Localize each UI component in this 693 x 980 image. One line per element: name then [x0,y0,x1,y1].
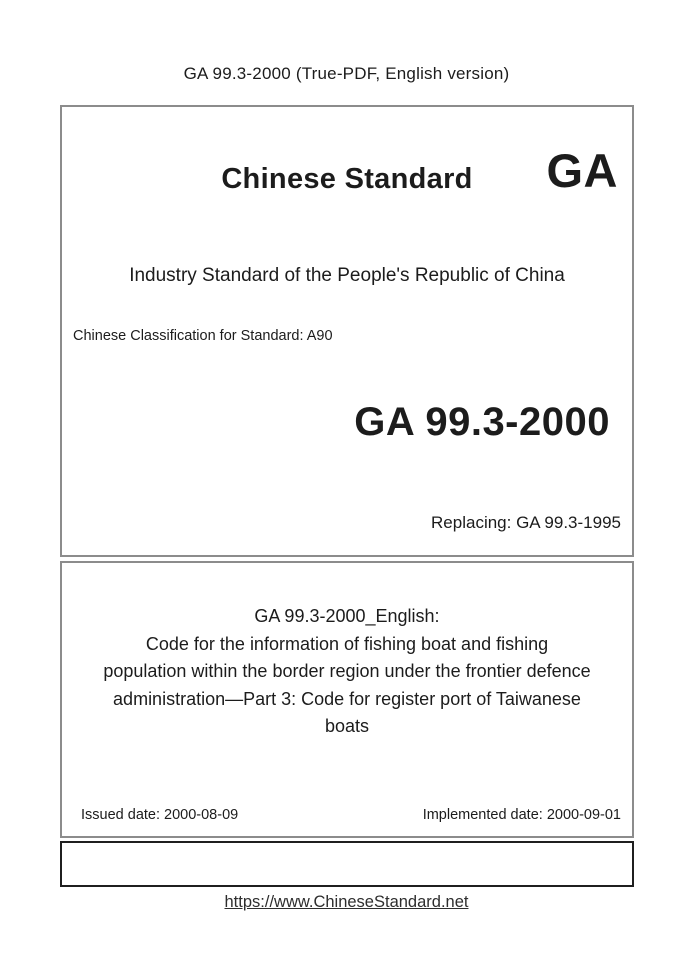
description-line: boats [324,716,370,736]
page-title: GA 99.3-2000 (True-PDF, English version) [183,64,510,83]
description-title: GA 99.3-2000_English: [254,606,440,626]
description-line: Code for the information of fishing boat and fishing [145,633,549,654]
dates-row [62,807,632,823]
standard-subtitle: Industry Standard of the People's Republic of China [129,265,565,286]
blank-box [60,841,634,887]
footer [0,893,693,912]
implemented-date: Implemented date: 2000-09-01 [422,807,621,823]
issued-date: Issued date: 2000-08-09 [81,807,239,823]
replacing-label: Replacing: GA 99.3-1995 [431,513,621,532]
description-text [62,603,632,741]
website-link[interactable]: https://www.ChineseStandard.net [224,893,469,911]
brand-title: Chinese Standard [221,163,473,195]
description-line: administration—Part 3: Code for register port of Taiwanese [113,688,581,709]
description-box [60,561,634,838]
cover-box [60,105,634,557]
classification-label: Chinese Classification for Standard: A90 [73,328,333,344]
ga-logo: GA [546,144,618,197]
description-line: population within the border region under the frontier defence [103,661,591,681]
standard-code: GA 99.3-2000 [354,400,610,444]
